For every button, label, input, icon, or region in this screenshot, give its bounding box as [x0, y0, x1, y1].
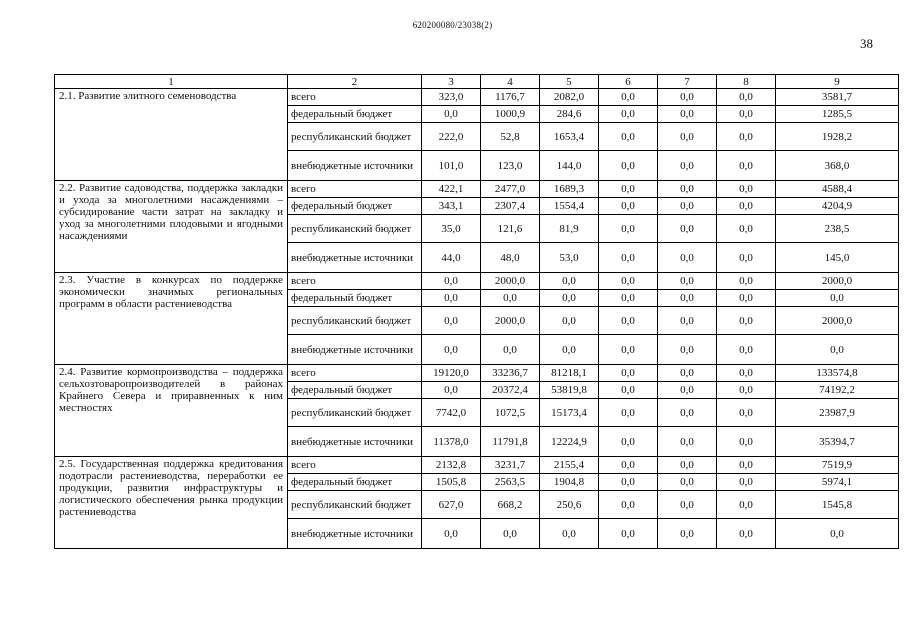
- value-cell: 0,0: [717, 215, 776, 243]
- funding-source-cell: внебюджетные источники: [288, 243, 422, 273]
- value-cell: 2307,4: [481, 198, 540, 215]
- value-cell: 0,0: [717, 151, 776, 181]
- value-cell: 284,6: [540, 106, 599, 123]
- value-cell: 7742,0: [422, 399, 481, 427]
- value-cell: 0,0: [599, 474, 658, 491]
- value-cell: 0,0: [599, 307, 658, 335]
- header-cell: 7: [658, 75, 717, 89]
- value-cell: 2477,0: [481, 181, 540, 198]
- value-cell: 133574,8: [776, 365, 899, 382]
- value-cell: 0,0: [481, 290, 540, 307]
- value-cell: 12224,9: [540, 427, 599, 457]
- value-cell: 15173,4: [540, 399, 599, 427]
- value-cell: 1545,8: [776, 491, 899, 519]
- value-cell: 343,1: [422, 198, 481, 215]
- value-cell: 0,0: [540, 290, 599, 307]
- value-cell: 0,0: [658, 290, 717, 307]
- value-cell: 0,0: [540, 519, 599, 549]
- value-cell: 0,0: [599, 243, 658, 273]
- value-cell: 1000,9: [481, 106, 540, 123]
- value-cell: 2132,8: [422, 457, 481, 474]
- funding-source-cell: всего: [288, 89, 422, 106]
- value-cell: 7519,9: [776, 457, 899, 474]
- value-cell: 0,0: [599, 382, 658, 399]
- value-cell: 222,0: [422, 123, 481, 151]
- value-cell: 0,0: [776, 335, 899, 365]
- value-cell: 2000,0: [776, 273, 899, 290]
- value-cell: 3581,7: [776, 89, 899, 106]
- value-cell: 48,0: [481, 243, 540, 273]
- value-cell: 0,0: [658, 123, 717, 151]
- value-cell: 4204,9: [776, 198, 899, 215]
- value-cell: 0,0: [540, 307, 599, 335]
- funding-source-cell: всего: [288, 457, 422, 474]
- value-cell: 33236,7: [481, 365, 540, 382]
- value-cell: 2082,0: [540, 89, 599, 106]
- value-cell: 0,0: [658, 457, 717, 474]
- value-cell: 0,0: [658, 181, 717, 198]
- budget-table: [54, 74, 899, 549]
- value-cell: 0,0: [717, 474, 776, 491]
- header-cell: 3: [422, 75, 481, 89]
- table-row: [55, 89, 899, 106]
- header-row: [55, 75, 899, 89]
- value-cell: 0,0: [599, 151, 658, 181]
- header-cell: 6: [599, 75, 658, 89]
- value-cell: 0,0: [717, 307, 776, 335]
- value-cell: 0,0: [717, 491, 776, 519]
- value-cell: 1928,2: [776, 123, 899, 151]
- funding-source-cell: внебюджетные источники: [288, 427, 422, 457]
- value-cell: 0,0: [481, 519, 540, 549]
- value-cell: 44,0: [422, 243, 481, 273]
- value-cell: 0,0: [717, 365, 776, 382]
- value-cell: 0,0: [481, 335, 540, 365]
- value-cell: 0,0: [776, 290, 899, 307]
- table-row: [55, 457, 899, 474]
- value-cell: 0,0: [658, 243, 717, 273]
- value-cell: 0,0: [599, 519, 658, 549]
- value-cell: 1505,8: [422, 474, 481, 491]
- header-cell: 2: [288, 75, 422, 89]
- value-cell: 52,8: [481, 123, 540, 151]
- value-cell: 11791,8: [481, 427, 540, 457]
- program-name-cell: 2.4. Развитие кормопроизводства – поддержка сельхозтоваропроизводителей в районах Крайнего Севера и приравненных к ним местностях: [55, 365, 288, 457]
- value-cell: 0,0: [658, 427, 717, 457]
- value-cell: 1285,5: [776, 106, 899, 123]
- table-row: [55, 365, 899, 382]
- funding-source-cell: федеральный бюджет: [288, 198, 422, 215]
- value-cell: 0,0: [540, 335, 599, 365]
- value-cell: 0,0: [658, 307, 717, 335]
- value-cell: 422,1: [422, 181, 481, 198]
- value-cell: 0,0: [717, 335, 776, 365]
- value-cell: 0,0: [717, 106, 776, 123]
- value-cell: 53,0: [540, 243, 599, 273]
- value-cell: 368,0: [776, 151, 899, 181]
- value-cell: 0,0: [717, 198, 776, 215]
- value-cell: 1653,4: [540, 123, 599, 151]
- value-cell: 0,0: [599, 215, 658, 243]
- value-cell: 0,0: [776, 519, 899, 549]
- program-name-cell: 2.5. Государственная поддержка кредитования подотрасли растениеводства, переработки ее продукции, развития инфраструктуры и логистического обеспечения рынка продукции растениеводства: [55, 457, 288, 549]
- value-cell: 0,0: [658, 474, 717, 491]
- value-cell: 0,0: [599, 491, 658, 519]
- value-cell: 0,0: [717, 290, 776, 307]
- value-cell: 2563,5: [481, 474, 540, 491]
- funding-source-cell: республиканский бюджет: [288, 491, 422, 519]
- value-cell: 250,6: [540, 491, 599, 519]
- value-cell: 144,0: [540, 151, 599, 181]
- value-cell: 0,0: [599, 399, 658, 427]
- value-cell: 0,0: [717, 457, 776, 474]
- value-cell: 2155,4: [540, 457, 599, 474]
- header-cell: 1: [55, 75, 288, 89]
- value-cell: 5974,1: [776, 474, 899, 491]
- value-cell: 0,0: [599, 106, 658, 123]
- table-row: [55, 273, 899, 290]
- funding-source-cell: республиканский бюджет: [288, 215, 422, 243]
- value-cell: 0,0: [658, 215, 717, 243]
- value-cell: 81,9: [540, 215, 599, 243]
- value-cell: 0,0: [540, 273, 599, 290]
- value-cell: 0,0: [599, 123, 658, 151]
- value-cell: 0,0: [717, 382, 776, 399]
- value-cell: 0,0: [422, 106, 481, 123]
- value-cell: 2000,0: [481, 307, 540, 335]
- value-cell: 19120,0: [422, 365, 481, 382]
- value-cell: 0,0: [658, 365, 717, 382]
- value-cell: 0,0: [717, 399, 776, 427]
- value-cell: 0,0: [717, 243, 776, 273]
- value-cell: 74192,2: [776, 382, 899, 399]
- funding-source-cell: всего: [288, 181, 422, 198]
- value-cell: 0,0: [658, 382, 717, 399]
- value-cell: 0,0: [599, 198, 658, 215]
- value-cell: 0,0: [599, 181, 658, 198]
- value-cell: 121,6: [481, 215, 540, 243]
- value-cell: 23987,9: [776, 399, 899, 427]
- value-cell: 0,0: [658, 198, 717, 215]
- funding-source-cell: всего: [288, 273, 422, 290]
- value-cell: 0,0: [658, 273, 717, 290]
- funding-source-cell: федеральный бюджет: [288, 474, 422, 491]
- value-cell: 0,0: [658, 491, 717, 519]
- value-cell: 0,0: [599, 290, 658, 307]
- funding-source-cell: республиканский бюджет: [288, 307, 422, 335]
- value-cell: 2000,0: [481, 273, 540, 290]
- value-cell: 0,0: [658, 89, 717, 106]
- funding-source-cell: внебюджетные источники: [288, 151, 422, 181]
- header-cell: 4: [481, 75, 540, 89]
- value-cell: 0,0: [422, 307, 481, 335]
- value-cell: 0,0: [658, 106, 717, 123]
- value-cell: 0,0: [599, 365, 658, 382]
- value-cell: 0,0: [658, 151, 717, 181]
- value-cell: 35394,7: [776, 427, 899, 457]
- header-cell: 5: [540, 75, 599, 89]
- document-id-code: 620200080/23038(2): [412, 20, 493, 30]
- funding-source-cell: республиканский бюджет: [288, 123, 422, 151]
- value-cell: 1072,5: [481, 399, 540, 427]
- value-cell: 0,0: [422, 335, 481, 365]
- program-name-cell: 2.2. Развитие садоводства, поддержка закладки и ухода за многолетними насаждениями – субсидирование части затрат на закладку и уход за многолетними плодовыми и ягодными насаждениями: [55, 181, 288, 273]
- value-cell: 627,0: [422, 491, 481, 519]
- value-cell: 0,0: [717, 181, 776, 198]
- value-cell: 81218,1: [540, 365, 599, 382]
- funding-source-cell: федеральный бюджет: [288, 106, 422, 123]
- value-cell: 238,5: [776, 215, 899, 243]
- table-body: [55, 89, 899, 549]
- value-cell: 20372,4: [481, 382, 540, 399]
- value-cell: 0,0: [599, 457, 658, 474]
- value-cell: 53819,8: [540, 382, 599, 399]
- value-cell: 323,0: [422, 89, 481, 106]
- table-row: [55, 181, 899, 198]
- funding-source-cell: всего: [288, 365, 422, 382]
- value-cell: 35,0: [422, 215, 481, 243]
- value-cell: 1554,4: [540, 198, 599, 215]
- value-cell: 0,0: [658, 399, 717, 427]
- page-number: 38: [860, 36, 873, 51]
- funding-source-cell: внебюджетные источники: [288, 335, 422, 365]
- value-cell: 0,0: [717, 273, 776, 290]
- program-name-cell: 2.3. Участие в конкурсах по поддержке экономически значимых региональных программ в области растениеводства: [55, 273, 288, 365]
- value-cell: 0,0: [599, 335, 658, 365]
- funding-source-cell: федеральный бюджет: [288, 382, 422, 399]
- value-cell: 0,0: [717, 89, 776, 106]
- value-cell: 11378,0: [422, 427, 481, 457]
- value-cell: 0,0: [422, 290, 481, 307]
- value-cell: 0,0: [422, 519, 481, 549]
- value-cell: 0,0: [599, 89, 658, 106]
- value-cell: 1904,8: [540, 474, 599, 491]
- header-cell: 8: [717, 75, 776, 89]
- value-cell: 0,0: [658, 335, 717, 365]
- value-cell: 1176,7: [481, 89, 540, 106]
- value-cell: 145,0: [776, 243, 899, 273]
- funding-source-cell: внебюджетные источники: [288, 519, 422, 549]
- value-cell: 0,0: [717, 519, 776, 549]
- value-cell: 0,0: [422, 382, 481, 399]
- value-cell: 2000,0: [776, 307, 899, 335]
- funding-source-cell: республиканский бюджет: [288, 399, 422, 427]
- funding-source-cell: федеральный бюджет: [288, 290, 422, 307]
- value-cell: 1689,3: [540, 181, 599, 198]
- value-cell: 0,0: [717, 123, 776, 151]
- value-cell: 3231,7: [481, 457, 540, 474]
- value-cell: 0,0: [422, 273, 481, 290]
- value-cell: 0,0: [599, 427, 658, 457]
- value-cell: 123,0: [481, 151, 540, 181]
- program-name-cell: 2.1. Развитие элитного семеноводства: [55, 89, 288, 181]
- value-cell: 0,0: [599, 273, 658, 290]
- value-cell: 4588,4: [776, 181, 899, 198]
- value-cell: 0,0: [658, 519, 717, 549]
- header-cell: 9: [776, 75, 899, 89]
- value-cell: 668,2: [481, 491, 540, 519]
- value-cell: 0,0: [717, 427, 776, 457]
- value-cell: 101,0: [422, 151, 481, 181]
